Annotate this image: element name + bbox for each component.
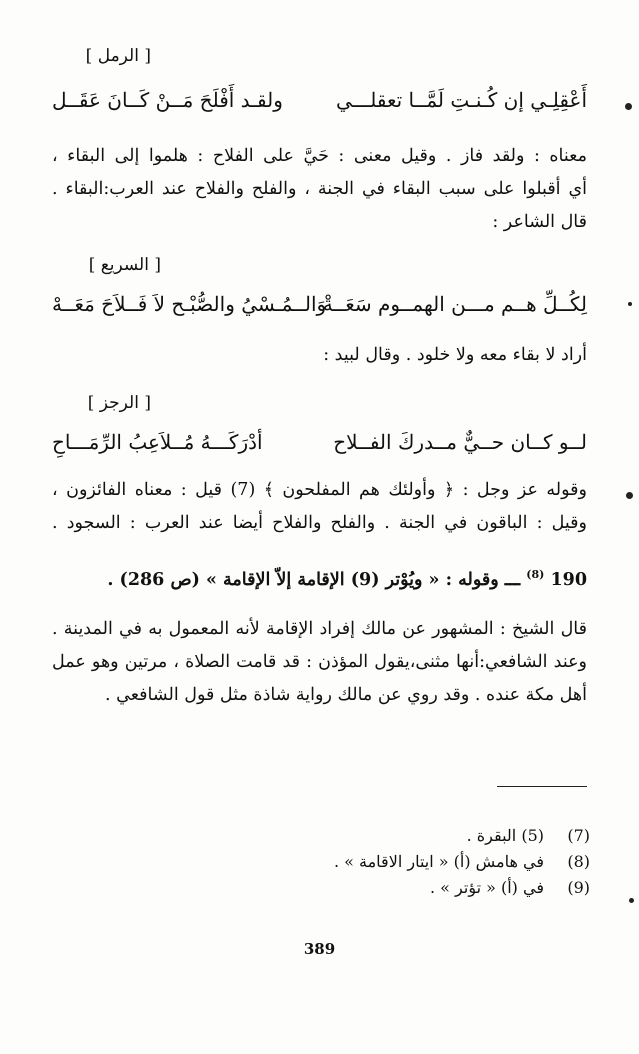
footnote-number: (8) bbox=[567, 852, 590, 871]
verse3-first-hemistich: لــو كــان حــيٌّ مــدركَ الفــلاح bbox=[333, 430, 587, 454]
page-number: 389 bbox=[303, 940, 336, 958]
verse3-second-hemistich: أدْرَكَـــهُ مُــلاَعِبُ الرِّمَـــاحِ bbox=[52, 430, 263, 454]
margin-mark bbox=[628, 302, 632, 306]
margin-mark bbox=[626, 492, 633, 499]
paragraph-line: أهل مكة عنده . وقد روي عن مالك رواية شاذة مثل قول الشافعي . bbox=[105, 685, 587, 705]
margin-mark bbox=[629, 898, 634, 903]
meter-label-rajaz: [ الرجز ] bbox=[87, 393, 151, 413]
entry-heading bbox=[107, 568, 587, 590]
verse1-second-hemistich: ولقـد أَفْلَحَ مَــنْ كَــانَ عَقَــل bbox=[52, 88, 283, 112]
paragraph-line: قال الشاعر : bbox=[492, 212, 587, 232]
footnote-number: (9) bbox=[567, 878, 590, 897]
paragraph-line: قال الشيخ : المشهور عن مالك إفراد الإقامة لأنه المعمول به في المدينة . bbox=[52, 619, 587, 639]
footnote-ref: (8) bbox=[526, 568, 545, 581]
verse2-second-hemistich: وَالــمُـسْيُ والصُّبْـح لاَ فَــلاَحَ مَعَــهْ bbox=[52, 292, 327, 316]
paragraph-line: وعند الشافعي:أنها مثنى،يقول المؤذن : قد قامت الصلاة ، مرتين وهو عمل bbox=[52, 652, 587, 672]
footnote-text: في هامش (أ) « ايتار الاقامة » . bbox=[333, 852, 544, 871]
paragraph-line: وقوله عز وجل : ﴿ وأولئك هم المفلحون ﴾ (7) قيل : معناه الفائزون ، bbox=[52, 480, 587, 500]
footnote-separator bbox=[497, 786, 587, 787]
paragraph-line: وقيل : الباقون في الجنة . والفلح والفلاح أيضا عند العرب : السجود . bbox=[52, 513, 587, 533]
verse1-first-hemistich: أَعْقِلِـي إن كُـنـتِ لَمَّــا تعقلـــي bbox=[335, 88, 587, 112]
footnote-text: في (أ) « تؤتر » . bbox=[429, 878, 544, 897]
entry-number: 190 bbox=[550, 569, 587, 590]
paragraph-line: معناه : ولقد فاز . وقيل معنى : حَيَّ على الفلاح : هلموا إلى البقاء ، bbox=[52, 146, 587, 166]
verse2-first-hemistich: لِكُــلِّ هــم مـــن الهمــوم سَعَــةْ bbox=[322, 292, 587, 316]
entry-heading-text: ـــ وقوله : « ويُوْتر (9) الإقامة إلاّ الإقامة » (ص 286) . bbox=[107, 569, 521, 590]
meter-label-ramal: [ الرمل ] bbox=[85, 46, 151, 66]
margin-mark bbox=[625, 103, 632, 110]
footnote-number: (7) bbox=[567, 826, 590, 845]
paragraph-line: أراد لا بقاء معه ولا خلود . وقال لبيد : bbox=[323, 345, 587, 365]
meter-label-sari: [ السريع ] bbox=[88, 255, 161, 275]
paragraph-line: أي أقبلوا على سبب البقاء في الجنة ، والفلح والفلاح عند العرب:البقاء . bbox=[52, 179, 587, 199]
footnote-text: (5) البقرة . bbox=[466, 826, 544, 845]
